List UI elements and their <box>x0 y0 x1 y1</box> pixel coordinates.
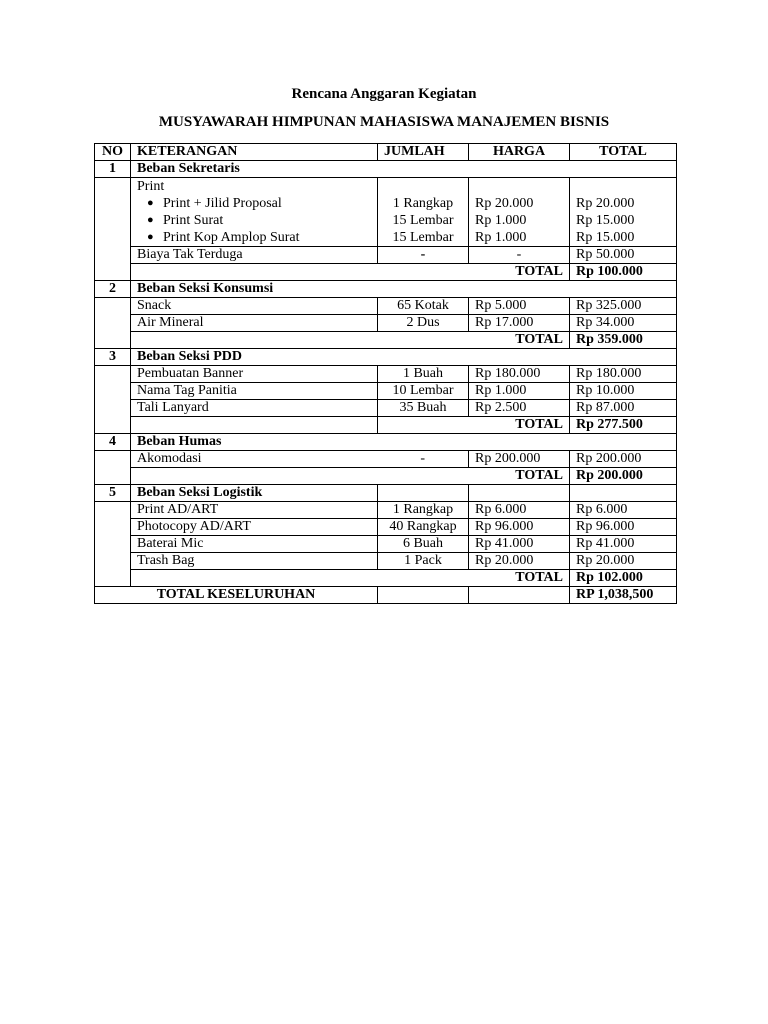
item-total: Rp 41.000 <box>570 536 677 553</box>
section-no-spacer <box>95 178 131 281</box>
section-header-row <box>95 349 677 366</box>
item-total: Rp 50.000 <box>570 247 677 264</box>
section-total-value: Rp 100.000 <box>570 264 677 281</box>
section-no: 1 <box>95 161 131 178</box>
item-jumlah: 40 Rangkap <box>378 519 469 536</box>
item-total: Rp 200.000 <box>570 451 677 468</box>
section-total-label: TOTAL <box>131 264 570 281</box>
section-total-row <box>95 468 677 485</box>
item-name: Trash Bag <box>131 553 378 570</box>
table-row <box>95 400 677 417</box>
item-name: Nama Tag Panitia <box>131 383 378 400</box>
table-row <box>95 451 677 468</box>
item-name: Print AD/ART <box>131 502 378 519</box>
item-name: Biaya Tak Terduga <box>131 247 378 264</box>
item-harga: Rp 17.000 <box>469 315 570 332</box>
bullet-item: ● Print Kop Amplop Surat <box>147 230 300 245</box>
item-jumlah: 35 Buah <box>378 400 469 417</box>
item-name: Tali Lanyard <box>131 400 378 417</box>
item-name: Snack <box>131 298 378 315</box>
item-name: Baterai Mic <box>131 536 378 553</box>
section-name: Beban Sekretaris <box>131 161 677 178</box>
header-total: TOTAL <box>570 144 677 161</box>
header-no: NO <box>95 144 131 161</box>
item-jumlah: 10 Lembar <box>378 383 469 400</box>
section-name: Beban Seksi Logistik <box>131 485 378 502</box>
item-name: Pembuatan Banner <box>131 366 378 383</box>
item-jumlah: 1 Buah <box>378 366 469 383</box>
section-total-value: Rp 200.000 <box>570 468 677 485</box>
section-total-row <box>95 570 677 587</box>
section-no: 4 <box>95 434 131 451</box>
harga-cell: Rp 20.000 Rp 1.000 Rp 1.000 <box>469 178 570 247</box>
item-total: Rp 20.000 <box>570 553 677 570</box>
section-header-row <box>95 485 677 502</box>
item-jumlah: 6 Buah <box>378 536 469 553</box>
section-total-row <box>95 332 677 349</box>
section-total-value: Rp 102.000 <box>570 570 677 587</box>
section-total-row <box>95 264 677 281</box>
header-keterangan: KETERANGAN <box>131 144 378 161</box>
table-row <box>95 536 677 553</box>
item-total: Rp 180.000 <box>570 366 677 383</box>
section-header-row <box>95 161 677 178</box>
item-harga: Rp 180.000 <box>469 366 570 383</box>
item-name: Air Mineral <box>131 315 378 332</box>
table-row <box>95 366 677 383</box>
item-jumlah: - <box>378 247 469 264</box>
table-row <box>95 553 677 570</box>
item-total: Rp 34.000 <box>570 315 677 332</box>
header-harga: HARGA <box>469 144 570 161</box>
item-harga: Rp 200.000 <box>469 451 570 468</box>
item-harga: Rp 1.000 <box>469 383 570 400</box>
table-row <box>95 502 677 519</box>
budget-table <box>94 143 677 604</box>
grand-total-label: TOTAL KESELURUHAN <box>95 587 378 604</box>
section-total-value: Rp 359.000 <box>570 332 677 349</box>
section-total-label: TOTAL <box>131 332 570 349</box>
print-group-label: Print <box>137 179 165 194</box>
table-row <box>95 383 677 400</box>
item-harga: Rp 2.500 <box>469 400 570 417</box>
item-harga: Rp 20.000 <box>469 553 570 570</box>
table-row <box>95 298 677 315</box>
section-name: Beban Seksi Konsumsi <box>131 281 677 298</box>
item-harga: Rp 96.000 <box>469 519 570 536</box>
bullet-icon: ● <box>147 214 154 226</box>
header-jumlah: JUMLAH <box>378 144 469 161</box>
item-jumlah: 2 Dus <box>378 315 469 332</box>
print-group-cell <box>131 178 378 247</box>
item-jumlah: 1 Pack <box>378 553 469 570</box>
item-harga: Rp 6.000 <box>469 502 570 519</box>
item-harga: - <box>469 247 570 264</box>
item-name: Photocopy AD/ART <box>131 519 378 536</box>
section-header-row <box>95 434 677 451</box>
table-row <box>95 315 677 332</box>
section-no: 5 <box>95 485 131 502</box>
bullet-item: ● Print + Jilid Proposal <box>147 196 282 211</box>
item-jumlah: - <box>378 451 469 468</box>
section-no-spacer <box>95 298 131 349</box>
section-name: Beban Humas <box>131 434 677 451</box>
document-title: Rencana Anggaran Kegiatan <box>291 86 477 102</box>
table-row <box>95 178 677 247</box>
document-subtitle: MUSYAWARAH HIMPUNAN MAHASISWA MANAJEMEN BISNIS <box>158 114 610 130</box>
item-total: Rp 6.000 <box>570 502 677 519</box>
table-row <box>95 519 677 536</box>
item-harga: Rp 41.000 <box>469 536 570 553</box>
bullet-icon: ● <box>147 231 154 243</box>
grand-total-row <box>95 587 677 604</box>
item-total: Rp 325.000 <box>570 298 677 315</box>
section-no-spacer <box>95 451 131 485</box>
table-header-row <box>95 144 677 161</box>
bullet-item: ● Print Surat <box>147 213 224 228</box>
section-name: Beban Seksi PDD <box>131 349 677 366</box>
bullet-icon: ● <box>147 197 154 209</box>
total-cell: Rp 20.000 Rp 15.000 Rp 15.000 <box>570 178 677 247</box>
jumlah-cell: 1 Rangkap 15 Lembar 15 Lembar <box>378 178 469 247</box>
section-total-label: TOTAL <box>131 468 570 485</box>
item-total: Rp 96.000 <box>570 519 677 536</box>
item-harga: Rp 5.000 <box>469 298 570 315</box>
section-no-spacer <box>95 502 131 587</box>
item-total: Rp 10.000 <box>570 383 677 400</box>
section-no-spacer <box>95 366 131 434</box>
item-name: Akomodasi <box>131 451 378 468</box>
table-row <box>95 247 677 264</box>
section-total-row <box>95 417 677 434</box>
section-no: 3 <box>95 349 131 366</box>
section-header-row <box>95 281 677 298</box>
section-total-spacer <box>131 417 378 434</box>
section-total-label: TOTAL <box>378 417 570 434</box>
item-jumlah: 65 Kotak <box>378 298 469 315</box>
section-total-label: TOTAL <box>131 570 570 587</box>
section-total-value: Rp 277.500 <box>570 417 677 434</box>
item-jumlah: 1 Rangkap <box>378 502 469 519</box>
section-no: 2 <box>95 281 131 298</box>
grand-total-value: RP 1,038,500 <box>570 587 677 604</box>
item-total: Rp 87.000 <box>570 400 677 417</box>
